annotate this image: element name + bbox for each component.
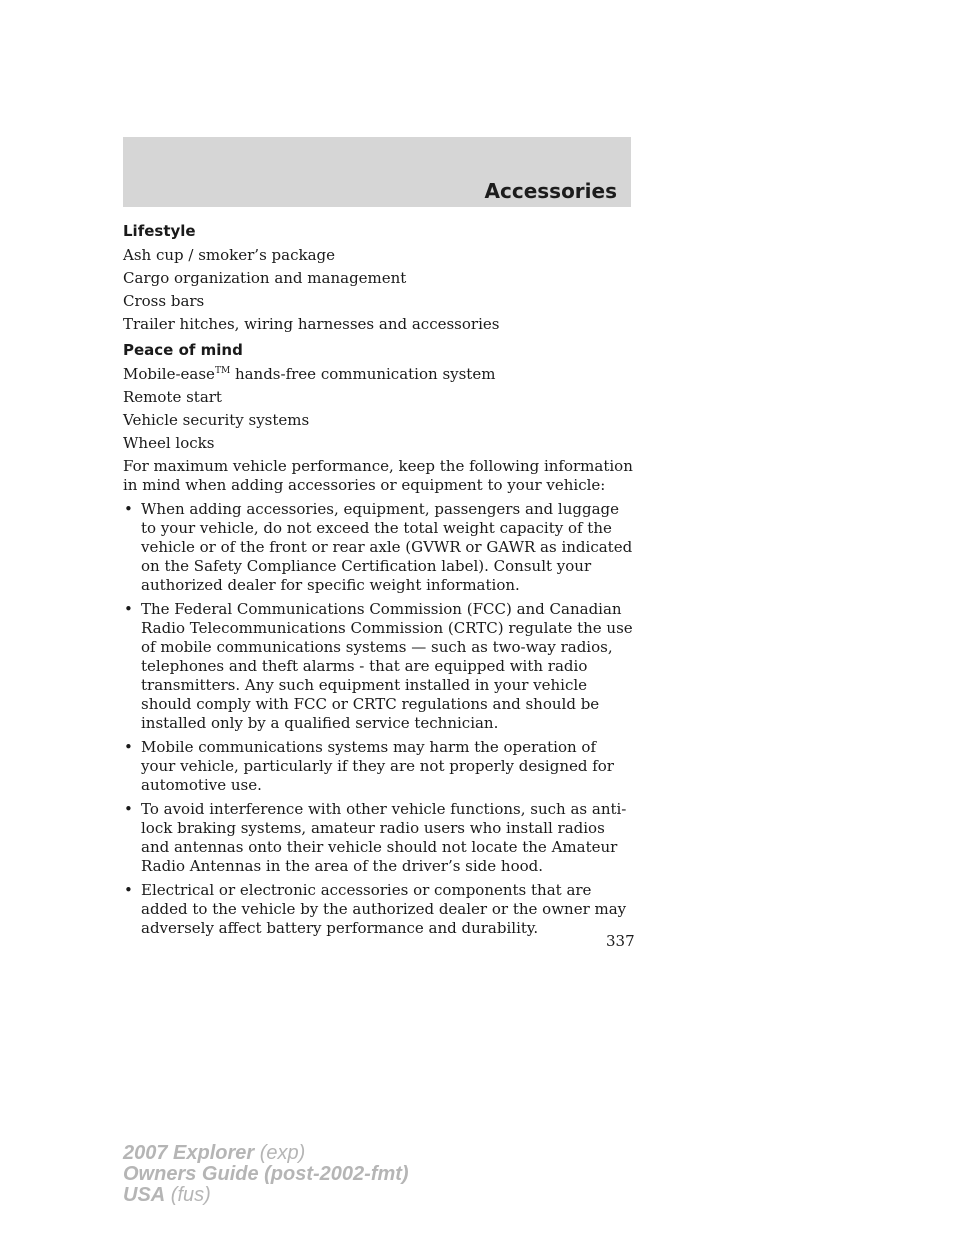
- trademark-mark: TM: [214, 366, 231, 376]
- footer-market-code: (fus): [170, 1184, 211, 1206]
- bullet-item: [123, 738, 635, 795]
- list-item: Trailer hitches, wiring harnesses and accessories: [123, 315, 500, 333]
- bullet-text: To avoid interference with other vehicle functions, such as anti-lock braking systems, amateur radio users who install radios and antennas onto their vehicle should not locate the Amateur Radio Antennas in the area of the driver’s side hood.: [141, 800, 627, 875]
- footer-line-guide: [123, 1164, 409, 1185]
- bullet-icon: •: [124, 500, 133, 518]
- list-item: Wheel locks: [123, 434, 215, 452]
- bullet-text: When adding accessories, equipment, passengers and luggage to your vehicle, do not exceed the total weight capacity of the vehicle or of the front or rear axle (GVWR or GAWR as indicated on the Safety Compliance Certification label). Consult your authorized dealer for specific weight information.: [141, 500, 633, 594]
- document-footer: [123, 1143, 409, 1206]
- footer-model-code: (exp): [259, 1142, 306, 1164]
- bullet-item: [123, 800, 635, 876]
- mobile-ease-description: hands-free communication system: [234, 365, 496, 383]
- heading-peace-of-mind: Peace of mind: [123, 341, 243, 359]
- bullet-text: Electrical or electronic accessories or components that are added to the vehicle by the authorized dealer or the owner may adversely affect battery performance and durability.: [141, 881, 627, 937]
- list-item: Remote start: [123, 388, 222, 406]
- bullet-icon: •: [124, 800, 133, 818]
- bullet-text: Mobile communications systems may harm the operation of your vehicle, particularly if they are not properly designed for automotive use.: [141, 738, 614, 794]
- mobile-ease-name: Mobile-ease: [123, 365, 215, 383]
- page-content: [123, 222, 635, 943]
- section-header-band: [123, 137, 631, 207]
- footer-guide: Owners Guide (post-2002-fmt): [123, 1163, 409, 1185]
- bullet-icon: •: [124, 600, 133, 618]
- bullet-item: [123, 600, 635, 733]
- footer-market: USA: [123, 1184, 166, 1206]
- bullet-item: [123, 500, 635, 595]
- footer-line-model: [123, 1143, 409, 1164]
- list-item: Cargo organization and management: [123, 269, 407, 287]
- section-title: Accessories: [484, 179, 617, 203]
- list-item: Vehicle security systems: [123, 411, 310, 429]
- list-item: Ash cup / smoker’s package: [123, 246, 335, 264]
- bullet-icon: •: [124, 738, 133, 756]
- heading-lifestyle: Lifestyle: [123, 222, 196, 240]
- list-item-mobile-ease: [123, 365, 635, 384]
- list-item: Cross bars: [123, 292, 205, 310]
- intro-paragraph: For maximum vehicle performance, keep the following information in mind when adding accessories or equipment to your vehicle:: [123, 457, 633, 494]
- bullet-list: [123, 500, 635, 938]
- bullet-item: [123, 881, 635, 938]
- footer-line-market: [123, 1185, 409, 1206]
- footer-model: 2007 Explorer: [123, 1142, 255, 1164]
- bullet-icon: •: [124, 881, 133, 899]
- bullet-text: The Federal Communications Commission (FCC) and Canadian Radio Telecommunications Commission (CRTC) regulate the use of mobile communications systems — such as two-way radios, telephones and theft alarms - that are equipped with radio transmitters. Any such equipment installed in your vehicle should comply with FCC or CRTC regulations and should be installed only by a qualified service technician.: [141, 600, 633, 732]
- page-number: 337: [606, 932, 635, 950]
